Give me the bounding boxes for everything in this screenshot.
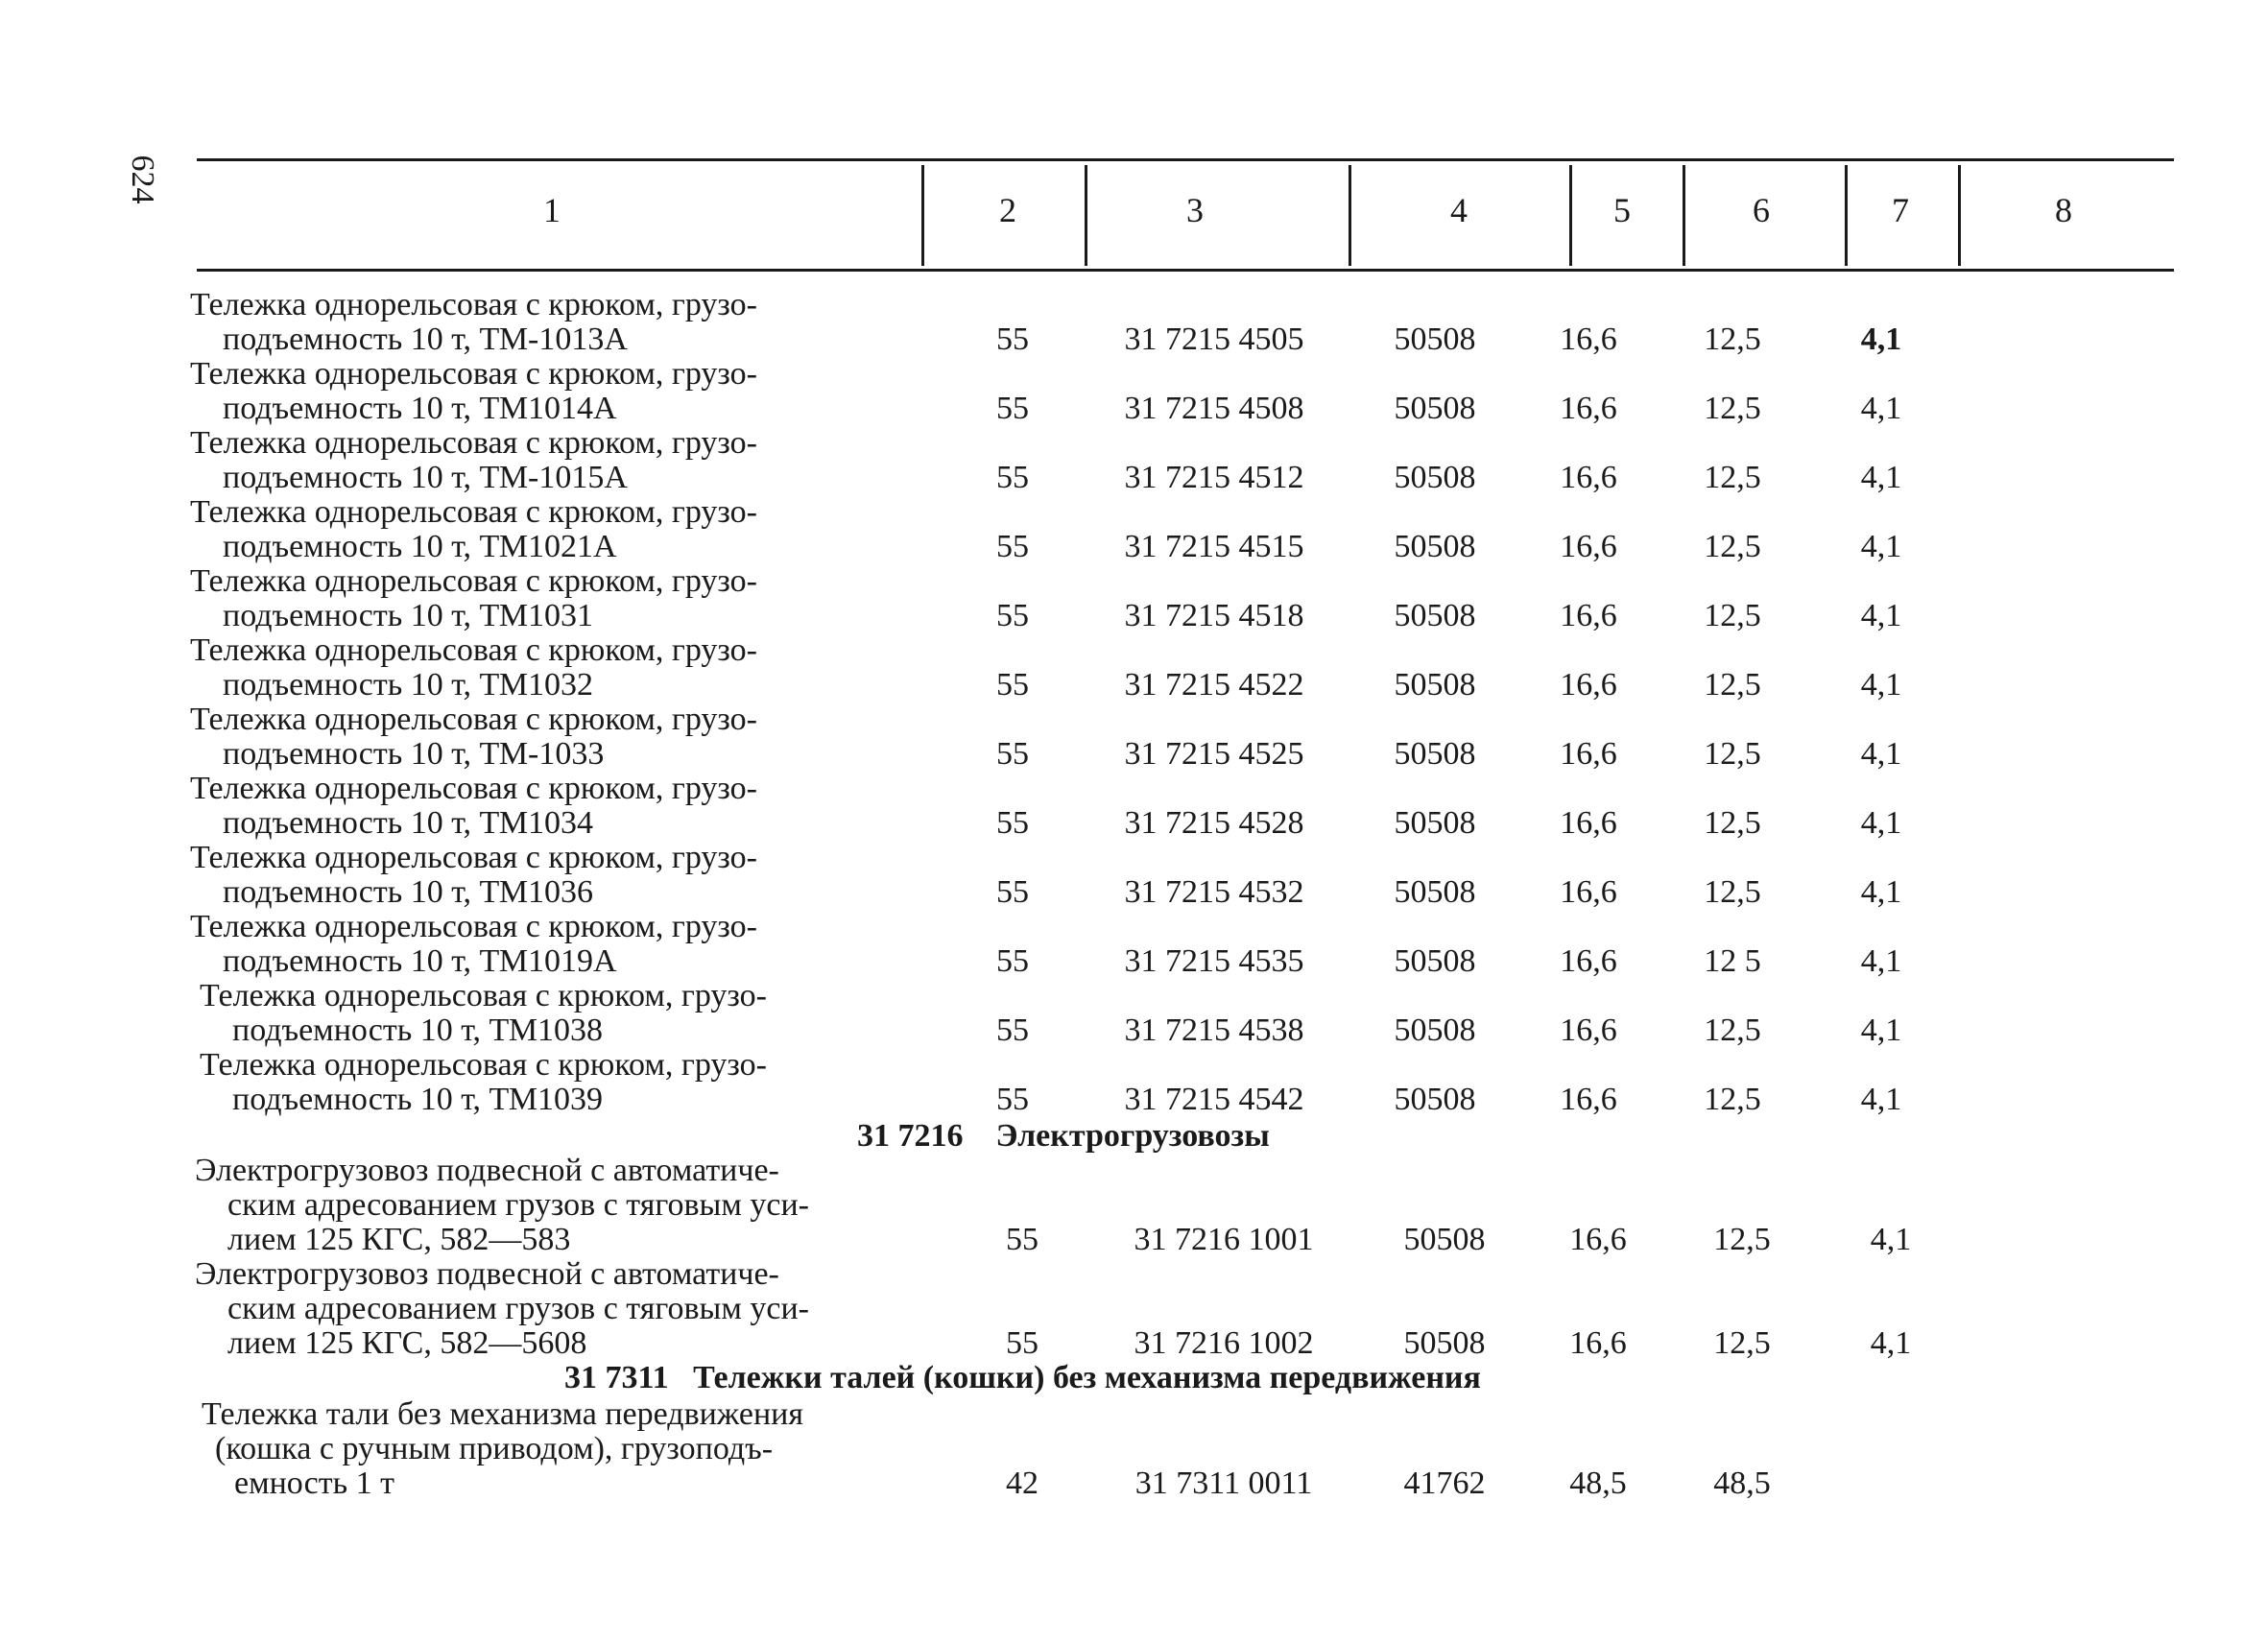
cell-col6: 12,5	[1704, 805, 1761, 841]
cell-col3: 31 7311 0011	[1134, 1465, 1313, 1501]
cell-col3: 31 7215 4518	[1124, 598, 1304, 633]
cell-col4: 50508	[1394, 805, 1476, 841]
desc-line: Тележка однорельсовая с крюком, грузо-	[200, 978, 767, 1013]
desc-line: Тележка однорельсовая с крюком, грузо-	[190, 771, 757, 806]
desc-line: подъемность 10 т, ТМ1034	[223, 805, 594, 841]
cell-col6: 12,5	[1704, 391, 1761, 426]
desc-line: Тележка однорельсовая с крюком, грузо-	[190, 840, 757, 875]
cell-col7: 4,1	[1860, 736, 1902, 772]
section-heading	[564, 1361, 1481, 1395]
row-description	[200, 979, 929, 1048]
desc-line: Тележка однорельсовая с крюком, грузо-	[190, 494, 757, 530]
cell-col4: 50508	[1394, 736, 1476, 772]
cell-col6: 12,5	[1704, 874, 1761, 910]
row-description	[190, 841, 919, 910]
table-top-rule	[197, 158, 2174, 161]
cell-col5: 16,6	[1560, 874, 1617, 910]
cell-col5: 16,6	[1560, 1082, 1617, 1117]
cell-col2: 55	[996, 460, 1029, 495]
cell-col6: 12,5	[1704, 1013, 1761, 1048]
cell-col4: 50508	[1394, 1013, 1476, 1048]
cell-col5: 16,6	[1560, 1013, 1617, 1048]
column-header-1: 1	[543, 191, 561, 229]
section-code: 31 7216	[857, 1118, 964, 1154]
cell-col6: 12,5	[1704, 736, 1761, 772]
desc-line: Тележка однорельсовая с крюком, грузо-	[190, 287, 757, 322]
cell-col7: 4,1	[1860, 598, 1902, 633]
desc-line: лием 125 КГС, 582—583	[227, 1222, 571, 1257]
cell-col3: 31 7215 4538	[1124, 1013, 1304, 1048]
row-description	[190, 426, 919, 495]
cell-col2: 55	[996, 391, 1029, 426]
cell-col6: 12,5	[1704, 598, 1761, 633]
section-heading	[857, 1119, 1270, 1154]
desc-line: Тележка однорельсовая с крюком, грузо-	[190, 702, 757, 737]
cell-col5: 16,6	[1560, 322, 1617, 357]
cell-col3: 31 7215 4505	[1124, 322, 1304, 357]
row-description	[190, 495, 919, 564]
row-description	[190, 288, 919, 357]
cell-col5: 48,5	[1569, 1465, 1627, 1501]
desc-line: подъемность 10 т, ТМ-1033	[223, 736, 605, 772]
desc-line: Электрогрузовоз подвесной с автоматиче-	[195, 1153, 779, 1188]
header-separator	[1349, 165, 1351, 266]
desc-line: Тележка однорельсовая с крюком, грузо-	[190, 563, 757, 599]
header-separator	[1085, 165, 1087, 266]
header-separator	[921, 165, 924, 266]
cell-col2: 42	[1006, 1465, 1039, 1501]
cell-col5: 16,6	[1560, 736, 1617, 772]
header-separator	[1569, 165, 1572, 266]
cell-col4: 50508	[1394, 1082, 1476, 1117]
row-description	[190, 772, 919, 841]
cell-col3: 31 7216 1002	[1134, 1325, 1314, 1361]
cell-col5: 16,6	[1560, 529, 1617, 564]
cell-col2: 55	[996, 736, 1029, 772]
cell-col5: 16,6	[1569, 1325, 1627, 1361]
cell-col3: 31 7215 4515	[1124, 529, 1304, 564]
row-description	[190, 357, 919, 426]
cell-col7: 4,1	[1860, 1082, 1902, 1117]
desc-line: подъемность 10 т, ТМ1039	[232, 1082, 604, 1117]
cell-col4: 50508	[1394, 529, 1476, 564]
cell-col6: 12,5	[1704, 667, 1761, 703]
cell-col6: 12,5	[1713, 1222, 1771, 1257]
row-description	[195, 1154, 929, 1257]
cell-col6: 12,5	[1713, 1325, 1771, 1361]
column-header-4: 4	[1450, 191, 1468, 229]
cell-col7: 4,1	[1860, 943, 1902, 979]
column-header-6: 6	[1753, 191, 1770, 229]
cell-col4: 50508	[1403, 1222, 1486, 1257]
cell-col6: 48,5	[1713, 1465, 1771, 1501]
cell-col2: 55	[996, 322, 1029, 357]
desc-line: подъемность 10 т, ТМ1032	[223, 667, 594, 703]
cell-col7: 4,1	[1860, 874, 1902, 910]
desc-line: Тележка тали без механизма передвижения	[202, 1396, 803, 1432]
row-description	[195, 1257, 929, 1361]
table-header-bottom-rule	[197, 269, 2174, 272]
cell-col7: 4,1	[1860, 322, 1902, 357]
desc-line: Тележка однорельсовая с крюком, грузо-	[190, 425, 757, 461]
cell-col7: 4,1	[1870, 1325, 1912, 1361]
cell-col2: 55	[996, 529, 1029, 564]
desc-line: ским адресованием грузов с тяговым уси-	[227, 1187, 809, 1223]
desc-line: ским адресованием грузов с тяговым уси-	[227, 1291, 809, 1326]
desc-line: подъемность 10 т, ТМ-1015А	[223, 460, 628, 495]
cell-col3: 31 7215 4542	[1124, 1082, 1304, 1117]
desc-line: подъемность 10 т, ТМ1038	[232, 1013, 604, 1048]
cell-col4: 50508	[1394, 667, 1476, 703]
cell-col4: 50508	[1394, 460, 1476, 495]
cell-col7: 4,1	[1860, 667, 1902, 703]
cell-col5: 16,6	[1560, 667, 1617, 703]
cell-col3: 31 7215 4508	[1124, 391, 1304, 426]
cell-col3: 31 7215 4522	[1124, 667, 1304, 703]
cell-col2: 55	[996, 874, 1029, 910]
cell-col5: 16,6	[1560, 391, 1617, 426]
cell-col7: 4,1	[1860, 460, 1902, 495]
cell-col5: 16,6	[1569, 1222, 1627, 1257]
desc-line: Тележка однорельсовая с крюком, грузо-	[200, 1047, 767, 1083]
page-number: 624	[125, 155, 160, 204]
cell-col3: 31 7215 4525	[1124, 736, 1304, 772]
cell-col4: 41762	[1403, 1465, 1486, 1501]
section-title: Тележки талей (кошки) без механизма передвижения	[693, 1360, 1481, 1395]
column-header-5: 5	[1613, 191, 1631, 229]
desc-line: Электрогрузовоз подвесной с автоматиче-	[195, 1256, 779, 1292]
cell-col2: 55	[996, 1013, 1029, 1048]
cell-col4: 50508	[1403, 1325, 1486, 1361]
row-description	[202, 1397, 936, 1501]
row-description	[190, 633, 919, 703]
desc-line: подъемность 10 т, ТМ1021А	[223, 529, 617, 564]
row-description	[200, 1048, 929, 1117]
header-separator	[1958, 165, 1961, 266]
cell-col7: 4,1	[1870, 1222, 1912, 1257]
column-header-7: 7	[1892, 191, 1909, 229]
cell-col3: 31 7215 4532	[1124, 874, 1304, 910]
cell-col6: 12,5	[1704, 1082, 1761, 1117]
desc-line: подъемность 10 т, ТМ1031	[223, 598, 594, 633]
cell-col4: 50508	[1394, 598, 1476, 633]
cell-col7: 4,1	[1860, 529, 1902, 564]
row-description	[190, 564, 919, 633]
desc-line: лием 125 КГС, 582—5608	[227, 1325, 587, 1361]
desc-line: подъемность 10 т, ТМ1014А	[223, 391, 617, 426]
cell-col2: 55	[996, 667, 1029, 703]
desc-line: емность 1 т	[234, 1465, 394, 1501]
cell-col7: 4,1	[1860, 391, 1902, 426]
cell-col6: 12 5	[1704, 943, 1761, 979]
cell-col2: 55	[996, 1082, 1029, 1117]
column-header-3: 3	[1186, 191, 1204, 229]
desc-line: подъемность 10 т, ТМ-1013А	[223, 322, 628, 357]
section-title: Электрогрузовозы	[995, 1118, 1270, 1154]
column-header-8: 8	[2055, 191, 2072, 229]
cell-col5: 16,6	[1560, 805, 1617, 841]
column-header-2: 2	[999, 191, 1016, 229]
cell-col6: 12,5	[1704, 322, 1761, 357]
cell-col4: 50508	[1394, 874, 1476, 910]
cell-col6: 12,5	[1704, 460, 1761, 495]
desc-line: подъемность 10 т, ТМ1036	[223, 874, 594, 910]
cell-col3: 31 7215 4512	[1124, 460, 1304, 495]
cell-col3: 31 7216 1001	[1134, 1222, 1314, 1257]
row-description	[190, 910, 919, 979]
cell-col4: 50508	[1394, 391, 1476, 426]
cell-col5: 16,6	[1560, 943, 1617, 979]
cell-col5: 16,6	[1560, 460, 1617, 495]
cell-col7: 4,1	[1860, 805, 1902, 841]
header-separator	[1845, 165, 1848, 266]
cell-col5: 16,6	[1560, 598, 1617, 633]
cell-col7: 4,1	[1860, 1013, 1902, 1048]
cell-col4: 50508	[1394, 943, 1476, 979]
desc-line: (кошка с ручным приводом), грузоподъ-	[215, 1431, 774, 1466]
cell-col6: 12,5	[1704, 529, 1761, 564]
cell-col2: 55	[1006, 1222, 1039, 1257]
header-separator	[1683, 165, 1685, 266]
cell-col3: 31 7215 4528	[1124, 805, 1304, 841]
desc-line: Тележка однорельсовая с крюком, грузо-	[190, 909, 757, 944]
row-description	[190, 703, 919, 772]
desc-line: Тележка однорельсовая с крюком, грузо-	[190, 356, 757, 392]
section-code: 31 7311	[564, 1360, 669, 1395]
desc-line: Тележка однорельсовая с крюком, грузо-	[190, 632, 757, 668]
cell-col3: 31 7215 4535	[1124, 943, 1304, 979]
cell-col2: 55	[996, 805, 1029, 841]
cell-col4: 50508	[1394, 322, 1476, 357]
cell-col2: 55	[996, 943, 1029, 979]
desc-line: подъемность 10 т, ТМ1019А	[223, 943, 617, 979]
cell-col2: 55	[1006, 1325, 1039, 1361]
cell-col2: 55	[996, 598, 1029, 633]
